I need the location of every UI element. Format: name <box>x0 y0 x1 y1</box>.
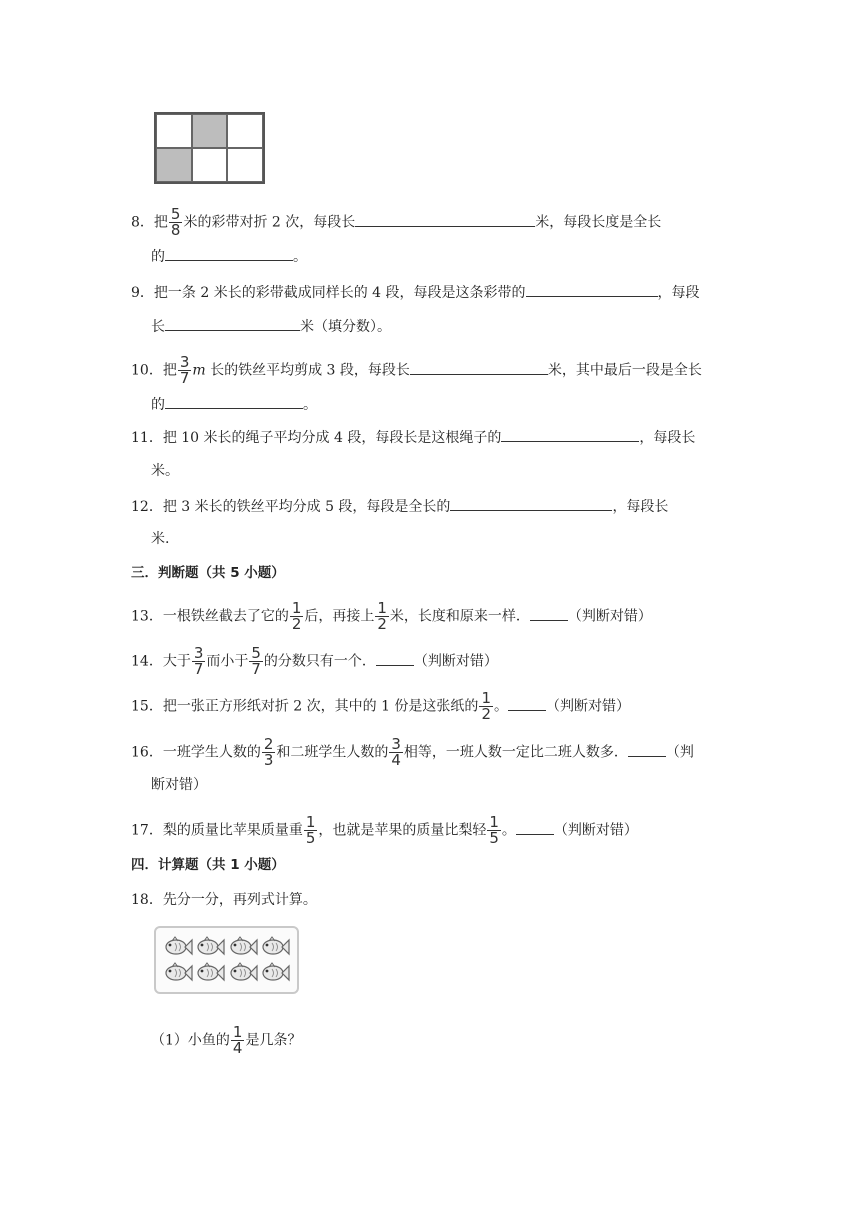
q17-text: 17．梨的质量比苹果质量重 <box>131 822 303 839</box>
answer-blank[interactable] <box>376 651 414 666</box>
q16-text: 16．一班学生人数的 <box>131 744 261 761</box>
q12-text: 12．把 3 米长的铁丝平均分成 5 段，每段是全长的 <box>131 499 451 515</box>
q17-text: ，也就是苹果的质量比梨轻 <box>318 822 487 839</box>
fraction: $\frac{2}{3}$ <box>263 735 274 769</box>
fish-icon <box>227 960 259 986</box>
q15-text: （判断对错） <box>545 698 630 715</box>
q14-text: 而小于 <box>206 653 249 670</box>
grid-cell <box>227 148 263 182</box>
section-3-heading: 三．判断题（共 5 小题） <box>131 565 285 581</box>
q10-text: 10．把 <box>131 362 177 379</box>
q16-text: 相等，一班人数一定比二班人数多． <box>403 744 628 761</box>
question-16-line-1 <box>131 737 694 768</box>
question-11-line-1 <box>131 427 695 448</box>
question-9-line-1 <box>131 282 700 303</box>
q12-text: ，每段长 <box>612 499 669 515</box>
fish-icon <box>194 960 226 986</box>
q9-text: 9．把一条 2 米长的彩带截成同样长的 4 段，每段是这条彩带的 <box>131 285 526 301</box>
q16-text: 断对错） <box>151 777 207 793</box>
q18-sub-text: 是几条？ <box>245 1032 302 1049</box>
answer-blank[interactable] <box>501 427 639 442</box>
q16-text: （判 <box>665 744 694 761</box>
q8-number: 8．把 <box>131 214 168 231</box>
answer-blank[interactable] <box>526 282 658 297</box>
q9-text: ，每段 <box>657 285 700 301</box>
q15-text: 。 <box>493 698 508 715</box>
q15-text: 15．把一张正方形纸对折 2 次，其中的 1 份是这张纸的 <box>131 698 479 715</box>
fraction: $\frac{3}{7}$ <box>179 353 190 387</box>
fish-icon <box>162 960 194 986</box>
question-17 <box>131 815 638 846</box>
q8-text: 的 <box>151 249 165 265</box>
fraction: $\frac{1}{2}$ <box>291 599 302 633</box>
fish-picture-box <box>154 926 299 994</box>
q8-text: 。 <box>293 249 307 265</box>
section-4-heading: 四．计算题（共 1 小题） <box>131 857 285 873</box>
q13-text: （判断对错） <box>567 608 652 625</box>
grid-cell-shaded <box>192 114 228 148</box>
fraction: $\frac{3}{4}$ <box>391 735 401 769</box>
question-9-line-2 <box>151 316 391 337</box>
fraction: $\frac{5}{7}$ <box>251 644 261 678</box>
fraction: $\frac{5}{8}$ <box>170 205 181 239</box>
q14-text: 的分数只有一个． <box>263 653 376 670</box>
q8-text: 米的彩带对折 2 次，每段长 <box>183 214 356 231</box>
fish-icon <box>162 934 194 960</box>
question-15 <box>131 691 630 722</box>
q8-text: 米，每段长度是全长 <box>535 214 662 231</box>
q17-text: 。 <box>501 822 516 839</box>
grid-cell <box>227 114 263 148</box>
answer-blank[interactable] <box>450 496 612 511</box>
q13-text: 13．一根铁丝截去了它的 <box>131 608 289 625</box>
q11-text: 11．把 10 米长的绳子平均分成 4 段，每段长是这根绳子的 <box>131 430 502 446</box>
rectangle-grid-figure <box>154 112 265 184</box>
q11-text: 米。 <box>151 463 179 479</box>
q10-text: 米，其中最后一段是全长 <box>547 362 702 379</box>
answer-blank[interactable] <box>410 360 548 375</box>
question-11-line-2 <box>151 461 179 481</box>
q13-text: 米，长度和原来一样． <box>389 608 530 625</box>
answer-blank[interactable] <box>165 394 303 409</box>
question-8-line-1 <box>131 207 661 238</box>
question-10-line-1 <box>131 355 702 386</box>
question-18-part-1 <box>151 1025 301 1056</box>
fraction: $\frac{1}{4}$ <box>232 1023 243 1057</box>
answer-blank[interactable] <box>165 246 293 261</box>
question-18: 18．先分一分，再列式计算。 <box>131 892 317 908</box>
q10-text: 的 <box>151 397 165 413</box>
fraction: $\frac{3}{7}$ <box>193 644 204 678</box>
q9-text: 米（填分数）。 <box>300 319 391 335</box>
answer-blank[interactable] <box>628 742 666 757</box>
q14-text: 14．大于 <box>131 653 191 670</box>
fraction: $\frac{1}{2}$ <box>377 599 387 633</box>
question-10-line-2 <box>151 394 317 415</box>
unit-m: m <box>192 362 206 379</box>
q10-text: 长的铁丝平均剪成 3 段，每段长 <box>205 362 410 379</box>
answer-blank[interactable] <box>165 316 300 331</box>
grid-cell <box>192 148 228 182</box>
question-14 <box>131 646 498 677</box>
fraction: $\frac{1}{2}$ <box>481 689 491 723</box>
fish-icon <box>259 934 291 960</box>
fish-icon <box>259 960 291 986</box>
question-13 <box>131 601 652 632</box>
fraction: $\frac{1}{5}$ <box>489 813 499 847</box>
question-12-line-2 <box>151 529 169 549</box>
q14-text: （判断对错） <box>413 653 498 670</box>
q13-text: 后，再接上 <box>304 608 375 625</box>
question-8-line-2 <box>151 246 307 267</box>
answer-blank[interactable] <box>516 820 554 835</box>
fish-icon <box>194 934 226 960</box>
q18-sub-text: （1）小鱼的 <box>151 1032 230 1049</box>
grid-cell-shaded <box>156 148 192 182</box>
fraction: $\frac{1}{5}$ <box>305 813 316 847</box>
question-12-line-1 <box>131 496 668 517</box>
q11-text: ，每段长 <box>639 430 696 446</box>
fish-icon <box>227 934 259 960</box>
q17-text: （判断对错） <box>553 822 638 839</box>
answer-blank[interactable] <box>530 606 568 621</box>
answer-blank[interactable] <box>508 696 546 711</box>
q10-text: 。 <box>303 397 317 413</box>
question-16-line-2 <box>151 775 207 795</box>
q16-text: 和二班学生人数的 <box>276 744 389 761</box>
grid-cell <box>156 114 192 148</box>
q12-text: 米. <box>151 531 170 547</box>
answer-blank[interactable] <box>355 212 535 227</box>
q9-text: 长 <box>151 319 165 335</box>
